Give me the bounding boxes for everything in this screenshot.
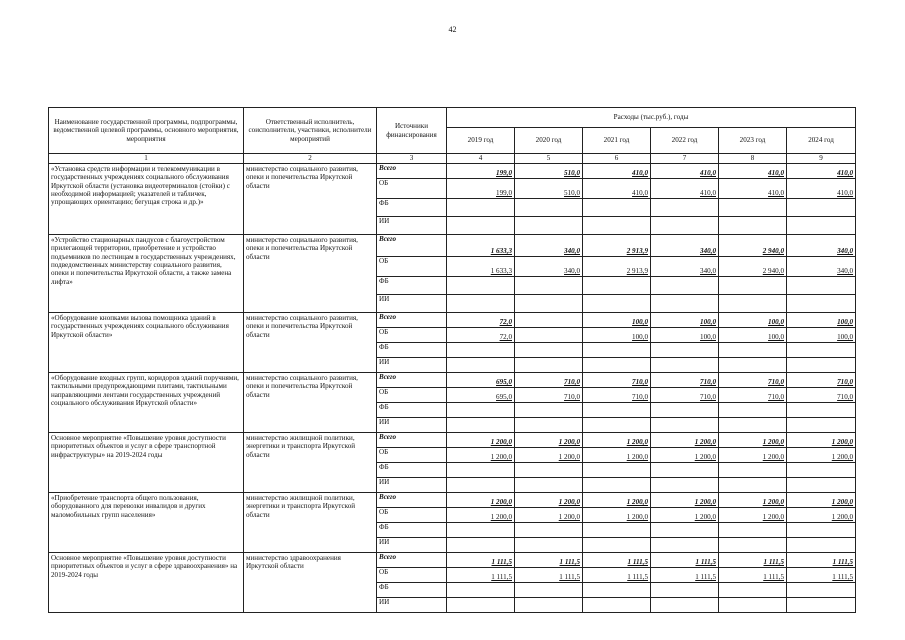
- expense-value: 1 200,0: [651, 448, 719, 463]
- measure-name: «Оборудование кнопками вызова помощника зданий в государственных учреждениях социального обслуживания Иркутской области»: [49, 313, 244, 373]
- expense-value: 1 111,5: [447, 568, 515, 583]
- expense-value: [447, 199, 515, 217]
- measure-name: «Оборудование входных групп, коридоров зданий поручнями, тактильными предупреждающими плитами, тактильными направляющими лентами государственных учреждений социального обслуживания Иркутской области»: [49, 373, 244, 433]
- expense-value: 1 111,5: [447, 553, 515, 568]
- expense-value: 695,0: [447, 388, 515, 403]
- table-row: [49, 553, 856, 568]
- expense-value: [515, 538, 583, 553]
- expense-value: [447, 343, 515, 358]
- expense-value: 1 111,5: [583, 553, 651, 568]
- expense-value: 100,0: [719, 328, 787, 343]
- expense-value: [583, 598, 651, 613]
- expense-value: [719, 463, 787, 478]
- expense-value: 2 913,9: [583, 235, 651, 257]
- expense-value: 410,0: [719, 164, 787, 179]
- expense-value: 340,0: [651, 235, 719, 257]
- expense-value: 410,0: [651, 164, 719, 179]
- expense-value: [583, 343, 651, 358]
- expense-value: 72,0: [447, 313, 515, 328]
- expense-value: [787, 343, 856, 358]
- table-row: [49, 164, 856, 179]
- expense-value: 1 200,0: [515, 493, 583, 508]
- expense-value: [651, 463, 719, 478]
- expense-value: 710,0: [719, 388, 787, 403]
- expenses-table: [48, 107, 856, 613]
- expense-value: 100,0: [651, 313, 719, 328]
- expense-value: 410,0: [583, 179, 651, 199]
- expense-value: 1 200,0: [447, 508, 515, 523]
- expense-value: [583, 217, 651, 235]
- column-number: 5: [515, 154, 583, 164]
- table-row: [49, 313, 856, 328]
- expense-value: 199,0: [447, 179, 515, 199]
- expense-value: [515, 328, 583, 343]
- column-number: 6: [583, 154, 651, 164]
- header-name: Наименование государственной программы, подпрограммы, ведомственной целевой программы, основного мероприятия, мероприятия: [49, 108, 244, 154]
- expense-value: [651, 343, 719, 358]
- funding-source: ОБ: [377, 179, 447, 199]
- expense-value: [447, 538, 515, 553]
- expense-value: [719, 403, 787, 418]
- expense-value: [447, 418, 515, 433]
- expense-value: [515, 358, 583, 373]
- expense-value: 1 111,5: [787, 553, 856, 568]
- expense-value: [583, 277, 651, 295]
- expense-value: [447, 478, 515, 493]
- expense-value: [719, 418, 787, 433]
- expense-value: [583, 463, 651, 478]
- expense-value: 340,0: [651, 257, 719, 277]
- funding-source: ИИ: [377, 418, 447, 433]
- table-row: [49, 433, 856, 448]
- expense-value: [651, 418, 719, 433]
- measure-name: Основное мероприятие «Повышение уровня доступности приоритетных объектов и услуг в сфере транспортной инфраструктуры» на 2019-2024 годы: [49, 433, 244, 493]
- expense-value: [719, 583, 787, 598]
- expense-value: [787, 295, 856, 313]
- expense-value: [719, 598, 787, 613]
- expense-value: 100,0: [787, 313, 856, 328]
- expense-value: [583, 523, 651, 538]
- header-expenses: Расходы (тыс.руб.), годы: [447, 108, 856, 128]
- expense-value: [447, 403, 515, 418]
- funding-source: ИИ: [377, 538, 447, 553]
- expense-value: [651, 403, 719, 418]
- expense-value: 1 200,0: [787, 433, 856, 448]
- funding-source: ОБ: [377, 448, 447, 463]
- funding-source: ОБ: [377, 388, 447, 403]
- header-year: 2020 год: [515, 128, 583, 154]
- expense-value: [515, 403, 583, 418]
- expense-value: [515, 313, 583, 328]
- expense-value: [651, 583, 719, 598]
- expense-value: 1 111,5: [583, 568, 651, 583]
- expense-value: [651, 478, 719, 493]
- expense-value: [447, 523, 515, 538]
- expense-value: 100,0: [583, 328, 651, 343]
- expense-value: [583, 199, 651, 217]
- expense-value: 199,0: [447, 164, 515, 179]
- expense-value: [719, 538, 787, 553]
- expense-value: [515, 478, 583, 493]
- expense-value: 1 200,0: [651, 508, 719, 523]
- executor-name: министерство жилищной политики, энергетики и транспорта Иркутской области: [244, 493, 377, 553]
- expense-value: 410,0: [583, 164, 651, 179]
- expense-value: [787, 199, 856, 217]
- expense-value: 1 111,5: [515, 568, 583, 583]
- expense-value: 1 200,0: [787, 508, 856, 523]
- executor-name: министерство социального развития, опеки и попечительства Иркутской области: [244, 313, 377, 373]
- expense-value: 1 200,0: [583, 508, 651, 523]
- funding-source: ИИ: [377, 598, 447, 613]
- executor-name: министерство жилищной политики, энергетики и транспорта Иркутской области: [244, 433, 377, 493]
- expense-value: [719, 523, 787, 538]
- funding-source: ФБ: [377, 523, 447, 538]
- expense-value: [583, 358, 651, 373]
- measure-name: «Установка средств информации и телекоммуникации в государственных учреждениях социального обслуживания Иркутской области (установка видеотерминалов (стойки) с необходимой информацией; указателей и табличек, упрощающих ориентацию; бегущая строка и др.)»: [49, 164, 244, 235]
- expense-value: 710,0: [583, 388, 651, 403]
- funding-source: Всего: [377, 553, 447, 568]
- expense-value: [787, 598, 856, 613]
- funding-source: Всего: [377, 313, 447, 328]
- expense-value: [583, 583, 651, 598]
- expense-value: 710,0: [515, 373, 583, 388]
- measure-name: «Устройство стационарных пандусов с благоустройством прилегающей территории, приобретение и устройство подъемников по лестницам в государственных учреждениях, подведомственных министерству социального развития, опеки и попечительства Иркутской области, а также замена лифта»: [49, 235, 244, 313]
- table-row: [49, 373, 856, 388]
- expense-value: [787, 403, 856, 418]
- table-row: [49, 493, 856, 508]
- expense-value: 1 200,0: [515, 433, 583, 448]
- expense-value: 710,0: [787, 388, 856, 403]
- expense-value: [651, 523, 719, 538]
- funding-source: ФБ: [377, 463, 447, 478]
- expense-value: [719, 277, 787, 295]
- expense-value: 100,0: [719, 313, 787, 328]
- expense-value: [583, 478, 651, 493]
- expense-value: [719, 217, 787, 235]
- expense-value: 1 200,0: [719, 493, 787, 508]
- funding-source: Всего: [377, 373, 447, 388]
- expense-value: 340,0: [515, 257, 583, 277]
- funding-source: Всего: [377, 433, 447, 448]
- expense-value: 1 200,0: [651, 433, 719, 448]
- executor-name: министерство социального развития, опеки и попечительства Иркутской области: [244, 235, 377, 313]
- expense-value: [515, 583, 583, 598]
- expense-value: [651, 295, 719, 313]
- expense-value: 1 200,0: [719, 433, 787, 448]
- expense-value: 2 913,9: [583, 257, 651, 277]
- expense-value: [515, 523, 583, 538]
- expense-value: [583, 295, 651, 313]
- header-source: Источники финансирования: [377, 108, 447, 154]
- expense-value: 100,0: [651, 328, 719, 343]
- funding-source: ФБ: [377, 403, 447, 418]
- expense-value: [447, 598, 515, 613]
- expense-value: 2 940,0: [719, 257, 787, 277]
- executor-name: министерство социального развития, опеки и попечительства Иркутской области: [244, 164, 377, 235]
- expense-value: 1 200,0: [583, 433, 651, 448]
- expense-value: 1 200,0: [583, 448, 651, 463]
- funding-source: ФБ: [377, 277, 447, 295]
- expense-value: [515, 199, 583, 217]
- funding-source: ИИ: [377, 295, 447, 313]
- expense-value: 1 200,0: [447, 493, 515, 508]
- expense-value: 410,0: [651, 179, 719, 199]
- expense-value: 1 633,3: [447, 257, 515, 277]
- expense-value: [651, 358, 719, 373]
- expense-value: 1 200,0: [447, 448, 515, 463]
- header-year: 2024 год: [787, 128, 856, 154]
- page-number: 42: [448, 25, 457, 34]
- expense-value: 410,0: [787, 164, 856, 179]
- expense-value: [583, 538, 651, 553]
- expense-value: [515, 217, 583, 235]
- expense-value: [719, 295, 787, 313]
- expense-value: 1 200,0: [719, 448, 787, 463]
- column-number: 9: [787, 154, 856, 164]
- expense-value: [447, 217, 515, 235]
- header-executor: Ответственный исполнитель, соисполнители, участники, исполнители мероприятий: [244, 108, 377, 154]
- funding-source: ОБ: [377, 508, 447, 523]
- column-number: 2: [244, 154, 377, 164]
- expense-value: [515, 343, 583, 358]
- column-number: 3: [377, 154, 447, 164]
- expense-value: [787, 463, 856, 478]
- expense-value: [515, 277, 583, 295]
- expense-value: [719, 343, 787, 358]
- table-row: [49, 235, 856, 257]
- expense-value: 510,0: [515, 179, 583, 199]
- expense-value: 2 940,0: [719, 235, 787, 257]
- expense-value: 1 111,5: [719, 553, 787, 568]
- expense-value: 410,0: [787, 179, 856, 199]
- expense-value: [787, 277, 856, 295]
- expense-value: 695,0: [447, 373, 515, 388]
- expense-value: 1 111,5: [719, 568, 787, 583]
- funding-source: ФБ: [377, 343, 447, 358]
- funding-source: Всего: [377, 235, 447, 257]
- funding-source: ФБ: [377, 583, 447, 598]
- expense-value: 1 200,0: [719, 508, 787, 523]
- column-number: 7: [651, 154, 719, 164]
- header-year: 2021 год: [583, 128, 651, 154]
- expense-value: 1 111,5: [651, 568, 719, 583]
- funding-source: Всего: [377, 164, 447, 179]
- expense-value: [787, 538, 856, 553]
- expense-value: 710,0: [651, 373, 719, 388]
- column-number: 8: [719, 154, 787, 164]
- expense-value: [447, 463, 515, 478]
- expense-value: 1 111,5: [651, 553, 719, 568]
- expense-value: 1 633,3: [447, 235, 515, 257]
- expense-value: 1 200,0: [515, 508, 583, 523]
- expense-value: [651, 199, 719, 217]
- expense-value: [719, 358, 787, 373]
- expense-value: [515, 418, 583, 433]
- expense-value: [787, 583, 856, 598]
- table-body: [49, 164, 856, 613]
- expense-value: [787, 217, 856, 235]
- column-number: 1: [49, 154, 244, 164]
- funding-source: ИИ: [377, 217, 447, 235]
- expense-value: [651, 538, 719, 553]
- expense-value: [583, 403, 651, 418]
- expense-value: 340,0: [787, 257, 856, 277]
- funding-source: Всего: [377, 493, 447, 508]
- measure-name: «Приобретение транспорта общего пользования, оборудованного для перевозки инвалидов и других маломобильных групп населения»: [49, 493, 244, 553]
- expense-value: [651, 277, 719, 295]
- expense-value: [651, 217, 719, 235]
- expense-value: 1 200,0: [583, 493, 651, 508]
- header-year: 2019 год: [447, 128, 515, 154]
- expense-value: [719, 478, 787, 493]
- column-number: 4: [447, 154, 515, 164]
- expense-value: 340,0: [787, 235, 856, 257]
- funding-source: ФБ: [377, 199, 447, 217]
- expense-value: 1 200,0: [515, 448, 583, 463]
- expense-value: [515, 598, 583, 613]
- expense-value: 710,0: [787, 373, 856, 388]
- funding-source: ОБ: [377, 257, 447, 277]
- expense-value: [515, 295, 583, 313]
- expense-value: 710,0: [583, 373, 651, 388]
- expense-value: [719, 199, 787, 217]
- expense-value: 1 200,0: [787, 493, 856, 508]
- funding-source: ИИ: [377, 478, 447, 493]
- expense-value: 410,0: [719, 179, 787, 199]
- expense-value: [447, 583, 515, 598]
- funding-source: ИИ: [377, 358, 447, 373]
- expense-value: [787, 418, 856, 433]
- header-year: 2023 год: [719, 128, 787, 154]
- expense-value: [447, 295, 515, 313]
- expense-value: 100,0: [583, 313, 651, 328]
- expense-value: 340,0: [515, 235, 583, 257]
- expense-value: 72,0: [447, 328, 515, 343]
- header-year: 2022 год: [651, 128, 719, 154]
- expense-value: 710,0: [651, 388, 719, 403]
- expense-value: 100,0: [787, 328, 856, 343]
- expense-value: [787, 523, 856, 538]
- expense-value: [515, 463, 583, 478]
- expense-value: [447, 277, 515, 295]
- funding-source: ОБ: [377, 328, 447, 343]
- expense-value: 710,0: [515, 388, 583, 403]
- expense-value: 1 111,5: [787, 568, 856, 583]
- expense-value: [651, 598, 719, 613]
- expense-value: 710,0: [719, 373, 787, 388]
- measure-name: Основное мероприятие «Повышение уровня доступности приоритетных объектов и услуг в сфере здравоохранения» на 2019-2024 годы: [49, 553, 244, 613]
- expense-value: 1 200,0: [447, 433, 515, 448]
- expense-value: 1 200,0: [787, 448, 856, 463]
- executor-name: министерство социального развития, опеки и попечительства Иркутской области: [244, 373, 377, 433]
- funding-source: ОБ: [377, 568, 447, 583]
- expense-value: [447, 358, 515, 373]
- expense-value: [787, 358, 856, 373]
- expense-value: [583, 418, 651, 433]
- expense-value: 1 200,0: [651, 493, 719, 508]
- expense-value: 1 111,5: [515, 553, 583, 568]
- expense-value: [787, 478, 856, 493]
- expense-value: 510,0: [515, 164, 583, 179]
- executor-name: министерство здравоохранения Иркутской области: [244, 553, 377, 613]
